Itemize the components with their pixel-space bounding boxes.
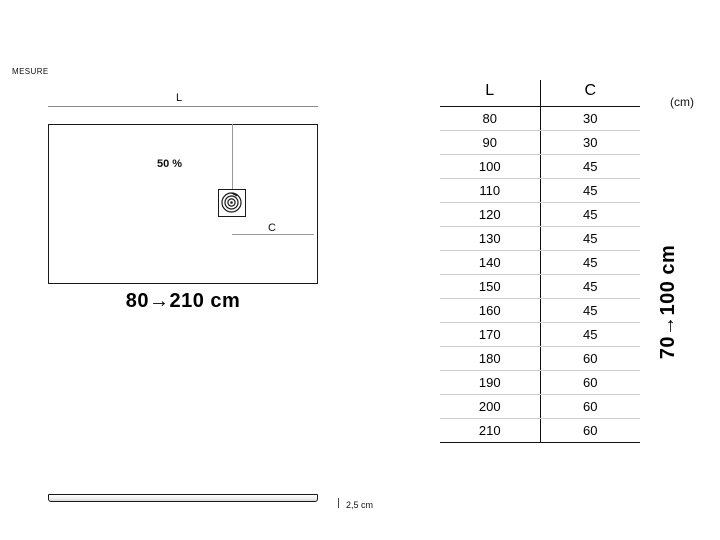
- table-row: [440, 419, 640, 443]
- top-dimension-label: L: [172, 92, 186, 104]
- cell-drain-position: 45: [540, 275, 640, 299]
- sizes-table-body: [440, 107, 640, 443]
- cell-drain-position: 60: [540, 347, 640, 371]
- thickness-label: 2,5 cm: [346, 500, 374, 510]
- table-row: [440, 275, 640, 299]
- interior-horizontal-guide: [232, 234, 314, 235]
- cell-length: 80: [440, 107, 540, 131]
- thickness-tick-mark: [338, 498, 339, 508]
- cell-length: 120: [440, 203, 540, 227]
- cell-length: 100: [440, 155, 540, 179]
- table-header-row: [440, 80, 640, 107]
- shower-drain-icon: [218, 189, 246, 217]
- top-dimension-line: [48, 106, 318, 107]
- cell-length: 130: [440, 227, 540, 251]
- cell-drain-position: 45: [540, 179, 640, 203]
- width-range-caption: 80→210 cm: [125, 290, 241, 312]
- cell-drain-position: 45: [540, 323, 640, 347]
- height-range-caption: 70→100 cm: [657, 244, 679, 360]
- table-row: [440, 179, 640, 203]
- cell-length: 170: [440, 323, 540, 347]
- cell-length: 180: [440, 347, 540, 371]
- cell-length: 200: [440, 395, 540, 419]
- interior-vertical-guide: [232, 124, 233, 198]
- tray-side-view: [48, 494, 318, 502]
- cell-length: 190: [440, 371, 540, 395]
- cell-drain-position: 30: [540, 131, 640, 155]
- table-row: [440, 371, 640, 395]
- table-row: [440, 203, 640, 227]
- cell-drain-position: 45: [540, 251, 640, 275]
- section-label-mesure: MESURE: [12, 67, 49, 76]
- cell-drain-position: 30: [540, 107, 640, 131]
- table-row: [440, 395, 640, 419]
- cell-length: 160: [440, 299, 540, 323]
- cell-drain-position: 45: [540, 203, 640, 227]
- cell-drain-position: 45: [540, 155, 640, 179]
- cell-length: 90: [440, 131, 540, 155]
- unit-note: (cm): [670, 95, 694, 109]
- shower-tray-plan-view: [48, 124, 318, 284]
- table-row: [440, 251, 640, 275]
- table-row: [440, 227, 640, 251]
- table-row: [440, 323, 640, 347]
- cell-drain-position: 45: [540, 227, 640, 251]
- sizes-table-panel: [420, 80, 720, 500]
- cell-length: 150: [440, 275, 540, 299]
- table-row: [440, 347, 640, 371]
- cell-length: 110: [440, 179, 540, 203]
- slope-percentage-label: 50 %: [157, 158, 183, 170]
- tray-side-profile: [48, 494, 318, 502]
- cell-drain-position: 60: [540, 395, 640, 419]
- cell-drain-position: 45: [540, 299, 640, 323]
- table-row: [440, 107, 640, 131]
- depth-dimension-label: C: [268, 222, 276, 234]
- table-row: [440, 299, 640, 323]
- table-row: [440, 155, 640, 179]
- sizes-table: [440, 80, 640, 443]
- cell-drain-position: 60: [540, 371, 640, 395]
- table-row: [440, 131, 640, 155]
- column-header-l: L: [440, 80, 540, 107]
- cell-drain-position: 60: [540, 419, 640, 443]
- cell-length: 140: [440, 251, 540, 275]
- column-header-c: C: [540, 80, 640, 107]
- cell-length: 210: [440, 419, 540, 443]
